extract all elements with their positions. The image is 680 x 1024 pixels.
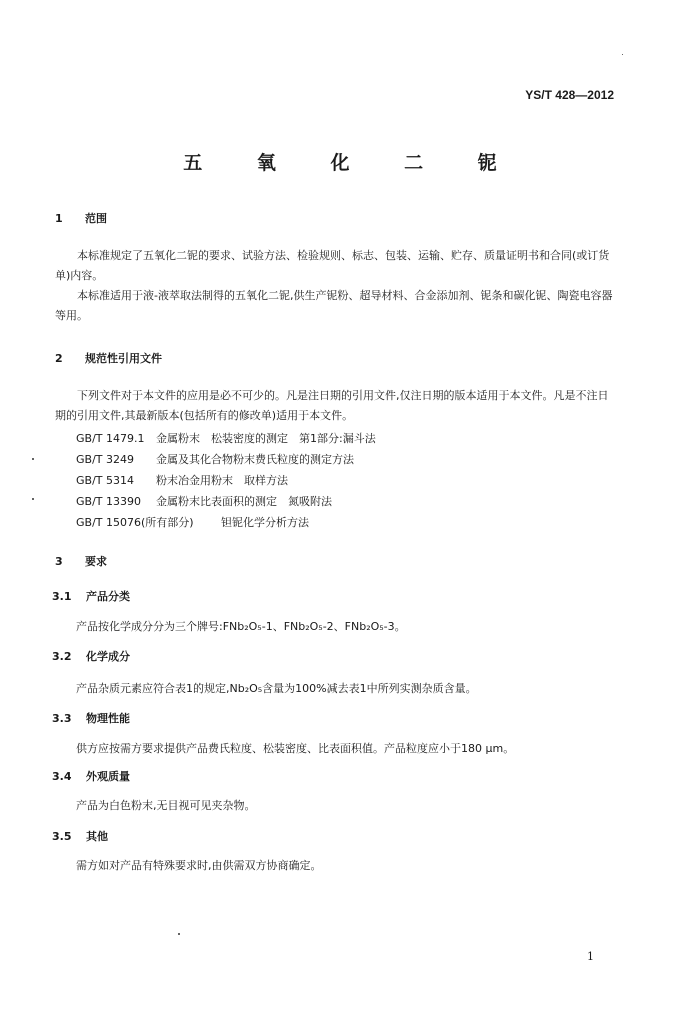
- section-number: 3.3: [52, 712, 72, 725]
- section-title: 物理性能: [86, 712, 130, 725]
- scan-speck: [32, 498, 34, 500]
- section-title: 产品分类: [86, 590, 130, 603]
- reference-item: [76, 512, 376, 533]
- section-number: 3.1: [52, 590, 72, 603]
- reference-item: [76, 470, 376, 491]
- section-3-2-heading: [52, 648, 130, 664]
- reference-code: GB/T 13390: [76, 495, 141, 508]
- reference-title: 金属粉末 松装密度的测定 第1部分:漏斗法: [156, 432, 376, 445]
- section-3-3-heading: [52, 710, 130, 726]
- section-number: 3: [55, 555, 63, 568]
- reference-title: 金属粉末比表面积的测定 氮吸附法: [156, 495, 332, 508]
- section-number: 2: [55, 352, 63, 365]
- section-3-3-text: 供方应按需方要求提供产品费氏粒度、松装密度、比表面积值。产品粒度应小于180 μm。: [76, 742, 515, 755]
- section-2-heading: [55, 350, 162, 366]
- section-3-5-text: 需方如对产品有特殊要求时,由供需双方协商确定。: [76, 859, 322, 872]
- paragraph: 本标准适用于液-液萃取法制得的五氧化二铌,供生产铌粉、超导材料、合金添加剂、铌条和碳化铌、陶瓷电容器等用。: [55, 289, 613, 322]
- section-number: 3.4: [52, 770, 72, 783]
- scan-speck: [32, 458, 34, 460]
- reference-code: GB/T 5314: [76, 474, 134, 487]
- scan-speck: [622, 54, 623, 55]
- reference-code: GB/T 15076(所有部分): [76, 516, 194, 529]
- section-1-heading: [55, 210, 107, 226]
- section-2-body: [55, 386, 615, 426]
- section-3-1-heading: [52, 588, 130, 604]
- reference-title: 粉末冶金用粉末 取样方法: [156, 474, 288, 487]
- section-title: 范围: [85, 212, 107, 225]
- reference-item: [76, 491, 376, 512]
- section-1-body: [55, 246, 615, 326]
- section-title: 外观质量: [86, 770, 130, 783]
- reference-code: GB/T 3249: [76, 453, 134, 466]
- paragraph: 下列文件对于本文件的应用是必不可少的。凡是注日期的引用文件,仅注日期的版本适用于本文件。凡是不注日期的引用文件,其最新版本(包括所有的修改单)适用于本文件。: [55, 389, 609, 422]
- section-number: 3.5: [52, 830, 72, 843]
- standard-code: YS/T 428—2012: [525, 88, 614, 102]
- section-title: 化学成分: [86, 650, 130, 663]
- section-title: 要求: [85, 555, 107, 568]
- section-title: 其他: [86, 830, 108, 843]
- section-3-4-text: 产品为白色粉末,无目视可见夹杂物。: [76, 799, 256, 812]
- section-number: 1: [55, 212, 63, 225]
- reference-title: 钽铌化学分析方法: [221, 516, 309, 529]
- section-3-heading: [55, 553, 107, 569]
- reference-title: 金属及其化合物粉末费氏粒度的测定方法: [156, 453, 354, 466]
- section-number: 3.2: [52, 650, 72, 663]
- section-3-4-heading: [52, 768, 130, 784]
- reference-item: [76, 449, 376, 470]
- section-3-1-text: 产品按化学成分分为三个牌号:FNb₂O₅-1、FNb₂O₅-2、FNb₂O₅-3。: [76, 620, 406, 633]
- scan-speck: [178, 933, 180, 935]
- reference-code: GB/T 1479.1: [76, 432, 145, 445]
- document-title: 五 氧 化 二 铌: [183, 152, 521, 174]
- reference-item: [76, 428, 376, 449]
- paragraph: 本标准规定了五氧化二铌的要求、试验方法、检验规则、标志、包装、运输、贮存、质量证明书和合同(或订货单)内容。: [55, 249, 610, 282]
- reference-list: [76, 428, 376, 533]
- section-3-2-text: 产品杂质元素应符合表1的规定,Nb₂O₅含量为100%减去表1中所列实测杂质含量。: [76, 682, 477, 695]
- section-3-5-heading: [52, 828, 108, 844]
- page-number: 1: [587, 950, 594, 963]
- section-title: 规范性引用文件: [85, 352, 162, 365]
